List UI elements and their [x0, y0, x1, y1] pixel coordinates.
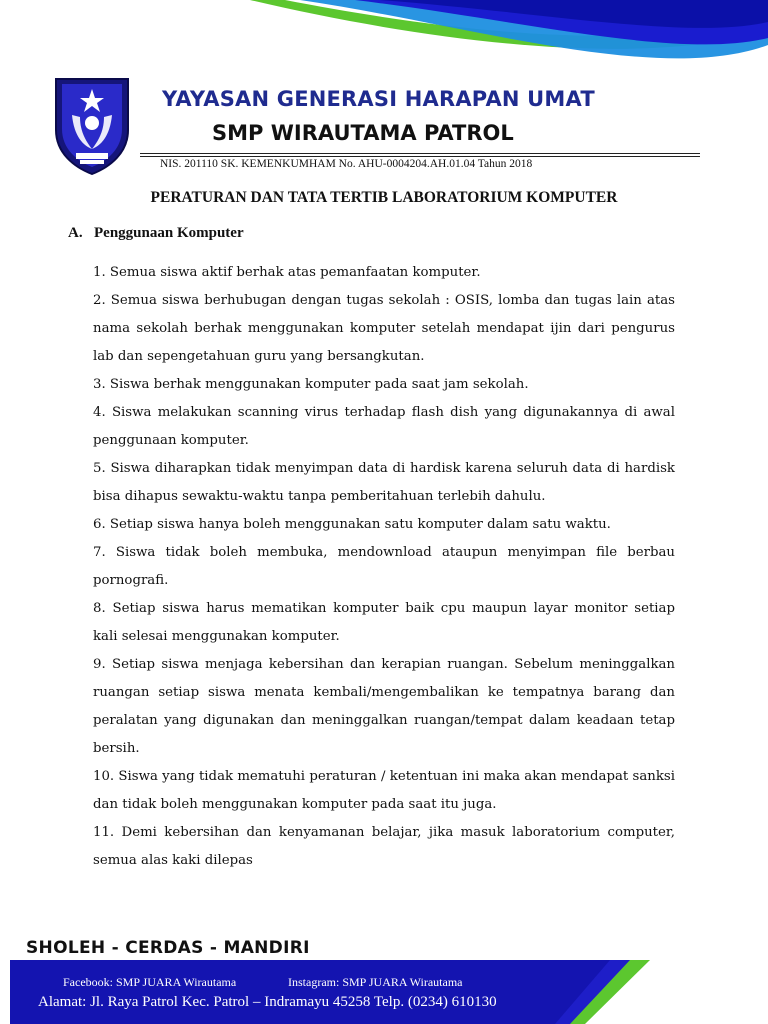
- rule-item: 7. Siswa tidak boleh membuka, mendownload ataupun menyimpan file berbau pornografi.: [93, 545, 675, 588]
- rule-item: 6. Setiap siswa hanya boleh menggunakan satu komputer dalam satu waktu.: [93, 517, 611, 532]
- footer-band: [10, 960, 650, 1024]
- rule-item: 3. Siswa berhak menggunakan komputer pada saat jam sekolah.: [93, 377, 529, 392]
- rule-item: 2. Semua siswa berhubugan dengan tugas sekolah : OSIS, lomba dan tugas lain atas nama sekolah berhak menggunakan komputer setelah mendapat ijin dari pengurus lab dan sepengetahuan guru yang bersangkutan.: [93, 293, 675, 364]
- foundation-name: YAYASAN GENERASI HARAPAN UMAT: [162, 87, 595, 111]
- rule-item: 9. Setiap siswa menjaga kebersihan dan kerapian ruangan. Sebelum meninggalkan ruangan setiap siswa menata kembali/mengembalikan ke tempatnya barang dan peralatan yang digunakan dan meninggalkan ruangan/tempat dalam keadaan tetap bersih.: [93, 657, 675, 756]
- section-heading: [68, 225, 244, 242]
- header-divider: [140, 153, 700, 154]
- rule-item: 10. Siswa yang tidak mematuhi peraturan / ketentuan ini maka akan mendapat sanksi dan tidak boleh menggunakan komputer pada saat itu juga.: [93, 769, 675, 812]
- section-title: Penggunaan Komputer: [94, 225, 244, 241]
- instagram-handle: Instagram: SMP JUARA Wirautama: [288, 975, 463, 989]
- document-title: PERATURAN DAN TATA TERTIB LABORATORIUM KOMPUTER: [150, 189, 618, 206]
- school-address: Alamat: Jl. Raya Patrol Kec. Patrol – Indramayu 45258 Telp. (0234) 610130: [38, 994, 497, 1010]
- section-letter: A.: [68, 225, 83, 241]
- facebook-handle: Facebook: SMP JUARA Wirautama: [63, 975, 237, 989]
- rule-item: 5. Siswa diharapkan tidak menyimpan data di hardisk karena seluruh data di hardisk bisa dihapus sewaktu-waktu tanpa pemberitahuan terlebih dahulu.: [93, 461, 675, 504]
- school-motto: SHOLEH - CERDAS - MANDIRI: [26, 938, 310, 958]
- school-crest-logo: [50, 75, 134, 175]
- header-divider-secondary: [140, 156, 700, 157]
- rule-item: 4. Siswa melakukan scanning virus terhadap flash dish yang digunakannya di awal penggunaan komputer.: [93, 405, 675, 448]
- rule-item: 1. Semua siswa aktif berhak atas pemanfaatan komputer.: [93, 265, 481, 280]
- registration-number: NIS. 201110 SK. KEMENKUMHAM No. AHU-0004204.AH.01.04 Tahun 2018: [160, 158, 533, 170]
- rule-item: 8. Setiap siswa harus mematikan komputer baik cpu maupun layar monitor setiap kali selesai menggunakan komputer.: [93, 601, 675, 644]
- rule-item: 11. Demi kebersihan dan kenyamanan belajar, jika masuk laboratorium computer, semua alas kaki dilepas: [93, 825, 675, 868]
- rules-list: [93, 259, 675, 875]
- school-name: SMP WIRAUTAMA PATROL: [212, 121, 514, 145]
